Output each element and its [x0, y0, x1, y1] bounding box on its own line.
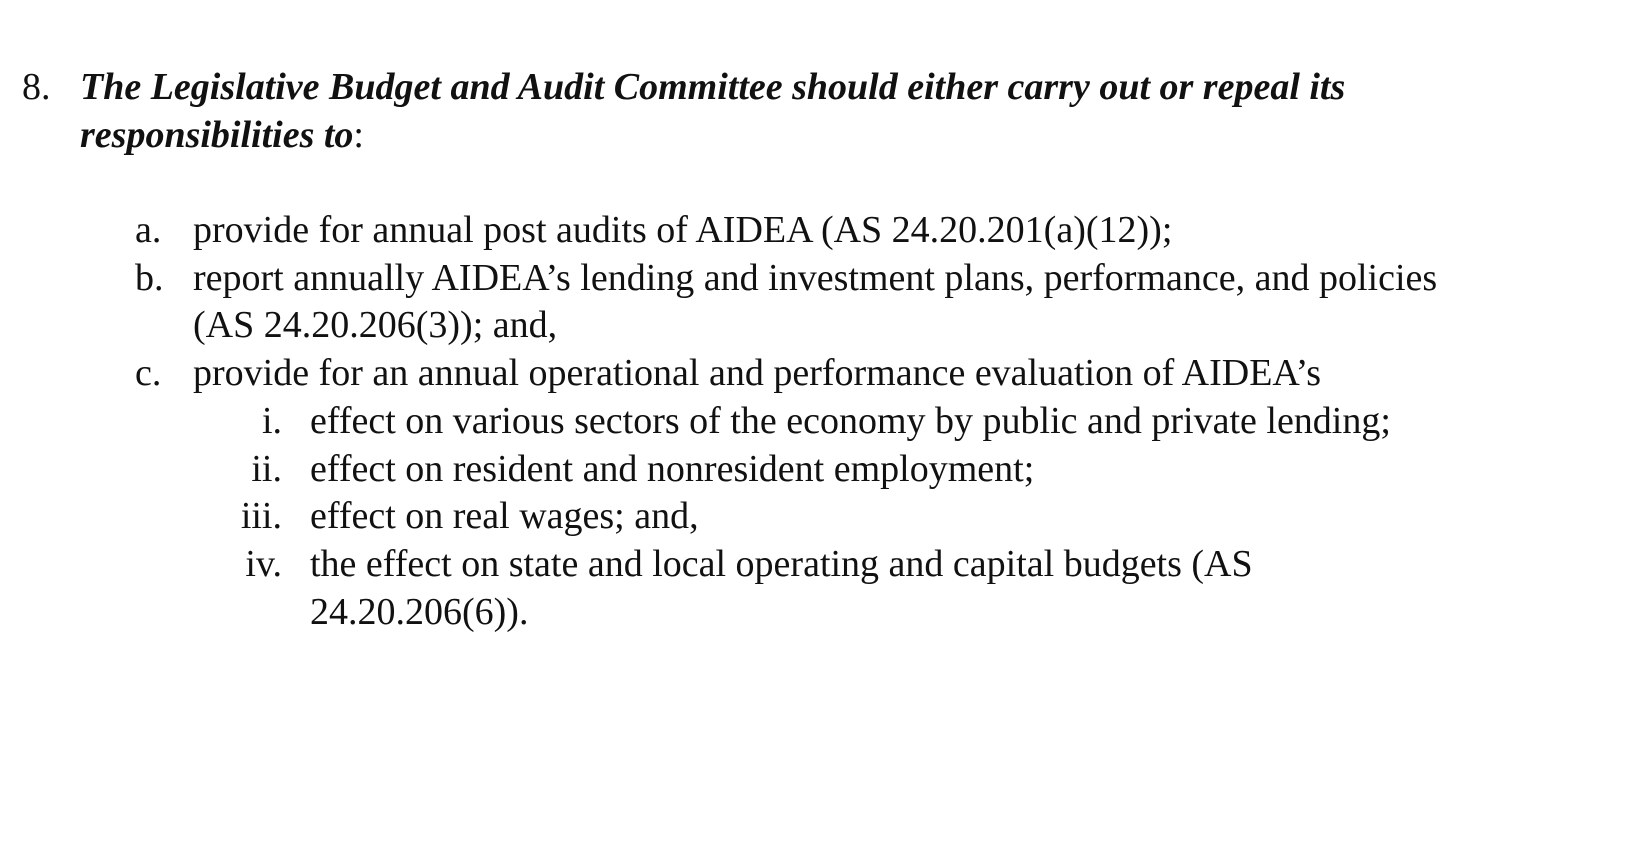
subsubitem-iii-text: effect on real wages; and, — [310, 495, 699, 537]
subsubitem-i-text: effect on various sectors of the economy by public and private lending; — [310, 400, 1391, 442]
subsubitem-marker-iv: iv. — [245, 543, 282, 585]
subitem-b-text-line-2: (AS 24.20.206(3)); and, — [193, 304, 558, 346]
subitem-c-text: provide for an annual operational and performance evaluation of AIDEA’s — [193, 352, 1321, 394]
item-heading-emphasis: responsibilities to — [80, 114, 354, 156]
subitem-a-text: provide for annual post audits of AIDEA (AS 24.20.201(a)(12)); — [193, 209, 1173, 251]
subitem-b-text-line-1: report annually AIDEA’s lending and investment plans, performance, and policies — [193, 257, 1438, 299]
subsubitem-ii-text: effect on resident and nonresident employment; — [310, 448, 1035, 490]
item-number: 8. — [22, 66, 51, 108]
item-heading-line-1: The Legislative Budget and Audit Committee should either carry out or repeal its — [80, 66, 1346, 108]
subsubitem-iv-text-line-2: 24.20.206(6)). — [310, 591, 529, 633]
subsubitem-marker-ii: ii. — [251, 448, 282, 490]
item-heading-line-2 — [80, 110, 364, 160]
subitem-marker-b: b. — [135, 257, 164, 299]
item-heading-colon: : — [353, 114, 364, 156]
subsubitem-iv-text-line-1: the effect on state and local operating and capital budgets (AS — [310, 543, 1253, 585]
subitem-marker-a: a. — [135, 209, 162, 251]
subitem-marker-c: c. — [135, 352, 162, 394]
subsubitem-marker-i: i. — [261, 400, 282, 442]
subsubitem-marker-iii: iii. — [240, 495, 282, 537]
